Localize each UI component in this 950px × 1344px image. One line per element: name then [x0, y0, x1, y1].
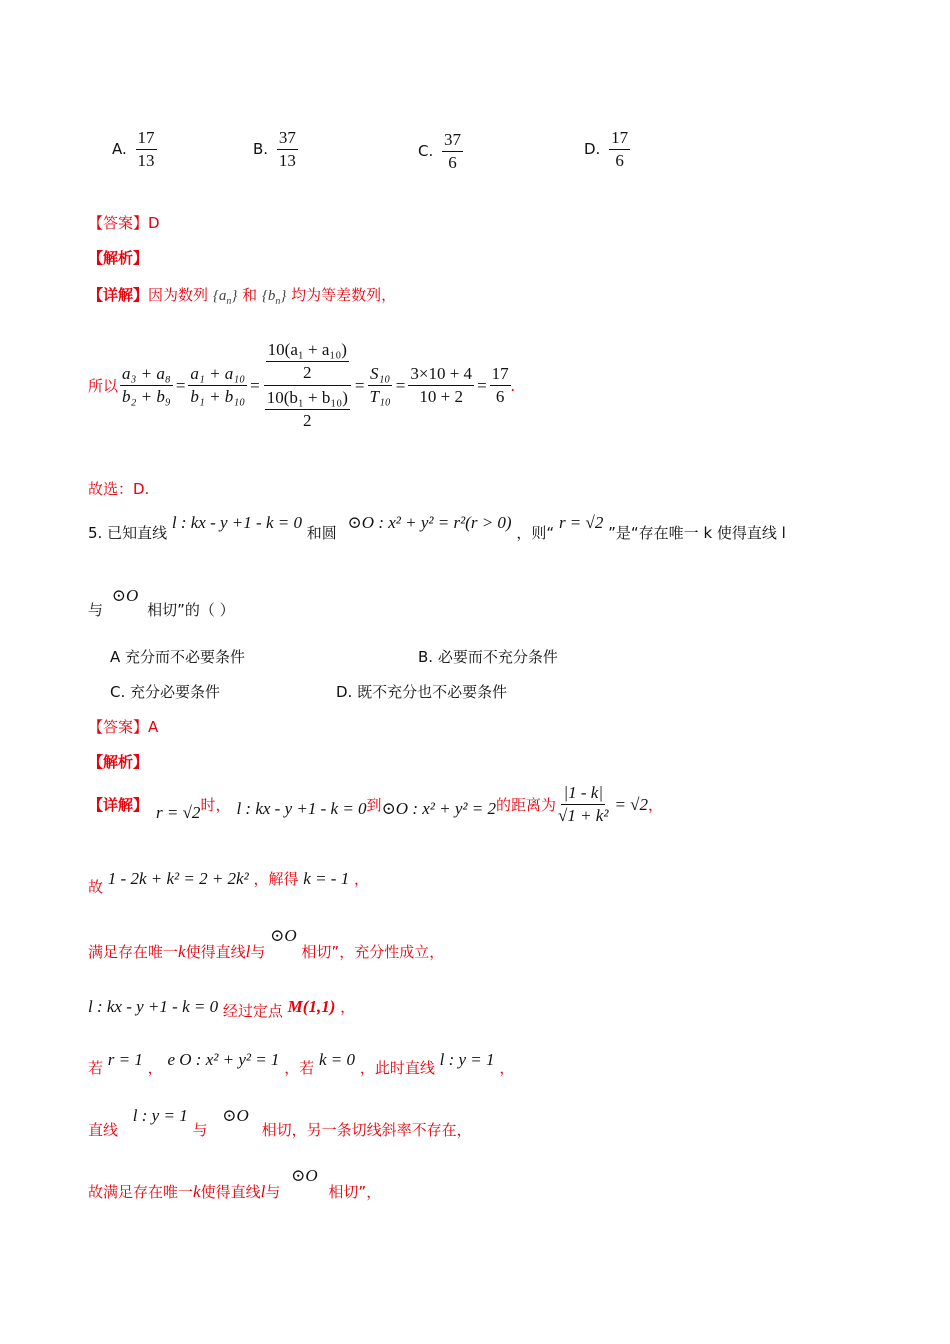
- option-c: [418, 130, 463, 173]
- option-d: [584, 128, 630, 171]
- sequence-a: $\{a_n\}$: [212, 288, 238, 307]
- q5-answer: 【答案】A: [88, 718, 159, 736]
- and-text: 和: [242, 286, 258, 304]
- frac-a3a8: $\frac{\text{a₃ + a₈}}{\text{b₂ + b₉}}$: [122, 364, 171, 406]
- fixed-point: M(1,1): [287, 997, 336, 1016]
- detail-tag: 【详解】: [88, 286, 149, 304]
- option-label: D.: [584, 139, 601, 158]
- q5-option-d: D. 既不充分也不必要条件: [336, 683, 508, 701]
- q5-detail-3: 满足存在唯一k使得直线l与 ⊙O 相切”，充分性成立，: [88, 926, 445, 961]
- r-condition: r = √2: [558, 513, 604, 532]
- detail-text: 因为数列: [148, 286, 209, 304]
- q5-detail-6: 直线 l : y = 1 与 ⊙O 相切，另一条切线斜率不存在，: [88, 1106, 472, 1139]
- frac-s-t: $\frac{\text{S₁₀}}{\text{T₁₀}}$: [369, 364, 391, 406]
- option-label: A.: [112, 139, 127, 158]
- both-text: 均为等差数列，: [291, 286, 397, 304]
- circle-equation: ⊙O : x² + y² = r²(r > 0): [347, 513, 512, 532]
- so-text: 所以: [88, 377, 119, 395]
- option-fraction: $\frac{37}{13}$: [278, 128, 296, 170]
- q5-option-b: B. 必要而不充分条件: [418, 648, 558, 666]
- q5-detail-2: 故 1 - 2k + k² = 2 + 2k² ，解得 k = - 1 ，: [88, 869, 370, 896]
- option-label: B.: [253, 139, 269, 158]
- frac-calc: $\frac{3\times 10 + 4}{10 + 2}$: [410, 364, 473, 406]
- frac-result: $\frac{17}{6}$: [491, 364, 509, 406]
- option-label: C.: [418, 141, 434, 160]
- q5-detail-4: l : kx - y +1 - k = 0 经过定点 M(1,1) ，: [88, 997, 356, 1020]
- q4-choose: 故选：D.: [88, 480, 150, 498]
- option-fraction: $\frac{37}{6}$: [444, 130, 462, 172]
- q5-option-c: C. 充分必要条件: [110, 683, 221, 701]
- q5-analysis: 【解析】: [88, 753, 149, 771]
- option-a: [112, 128, 157, 171]
- q4-detail-line: [88, 284, 396, 307]
- q5-detail-5: 若 r = 1 ， e O : x² + y² = 1 ，若 k = 0 ，此时直线 l : y = 1 ，: [88, 1050, 515, 1077]
- q5-detail-7: 故满足存在唯一k使得直线l与 ⊙O 相切”，: [88, 1166, 382, 1201]
- q5-detail-1: 【详解】 r = √2 时， l : kx - y +1 - k = 0 到 ⊙O : x² + y² = 2 的距离为 $\frac{|1 - k|}{\text{√1 + k²}}$ = √2 ，: [88, 783, 664, 825]
- frac-sum-big: $\frac{\frac{\text{10(a₁ + a₁₀)}}{2}}{\frac{\text{10(b₁ + b₁₀)}}{2}}$: [263, 340, 352, 431]
- q5-option-a: A 充分而不必要条件: [110, 648, 246, 666]
- line-equation: l : kx - y +1 - k = 0: [171, 513, 302, 532]
- q5-stem-line2: 与 ⊙O 相切”的（ ）: [88, 586, 235, 619]
- frac-a1a10: $\frac{\text{a₁ + a₁₀}}{\text{b₁ + b₁₀}}$: [190, 364, 246, 406]
- q4-equation: 所以 $\frac{\text{a₃ + a₈}}{\text{b₂ + b₉}}$ = $\frac{\text{a₁ + a₁₀}}{\text{b₁ + b₁₀}}$ = $\frac{\frac{\text{10(a₁ + a₁₀)}}{2}}{\frac{\text{10(b₁ + b₁₀)}}{2}}$ = $\frac{\text{S₁₀}}{\text{T₁₀}}$ = $\frac{3\times 10 + 4}{10 + 2}$ = $\frac{17}{6}$ .: [88, 340, 515, 430]
- q5-stem-line1: 5. 已知直线 l : kx - y +1 - k = 0 和圆 ⊙O : x² + y² = r²(r > 0) ，则“ r = √2 ”是“存在唯一 k 使得直线 l: [88, 513, 786, 542]
- q4-answer: 【答案】D: [88, 214, 160, 232]
- distance-fraction: $\frac{|1 - k|}{\text{√1 + k²}}$: [558, 783, 609, 825]
- sequence-b: $\{b_n\}$: [261, 288, 287, 307]
- option-b: [253, 128, 298, 171]
- option-fraction: $\frac{17}{6}$: [611, 128, 629, 170]
- odot-o: ⊙O: [111, 586, 139, 605]
- q4-analysis: 【解析】: [88, 249, 149, 267]
- option-fraction: $\frac{17}{13}$: [137, 128, 155, 170]
